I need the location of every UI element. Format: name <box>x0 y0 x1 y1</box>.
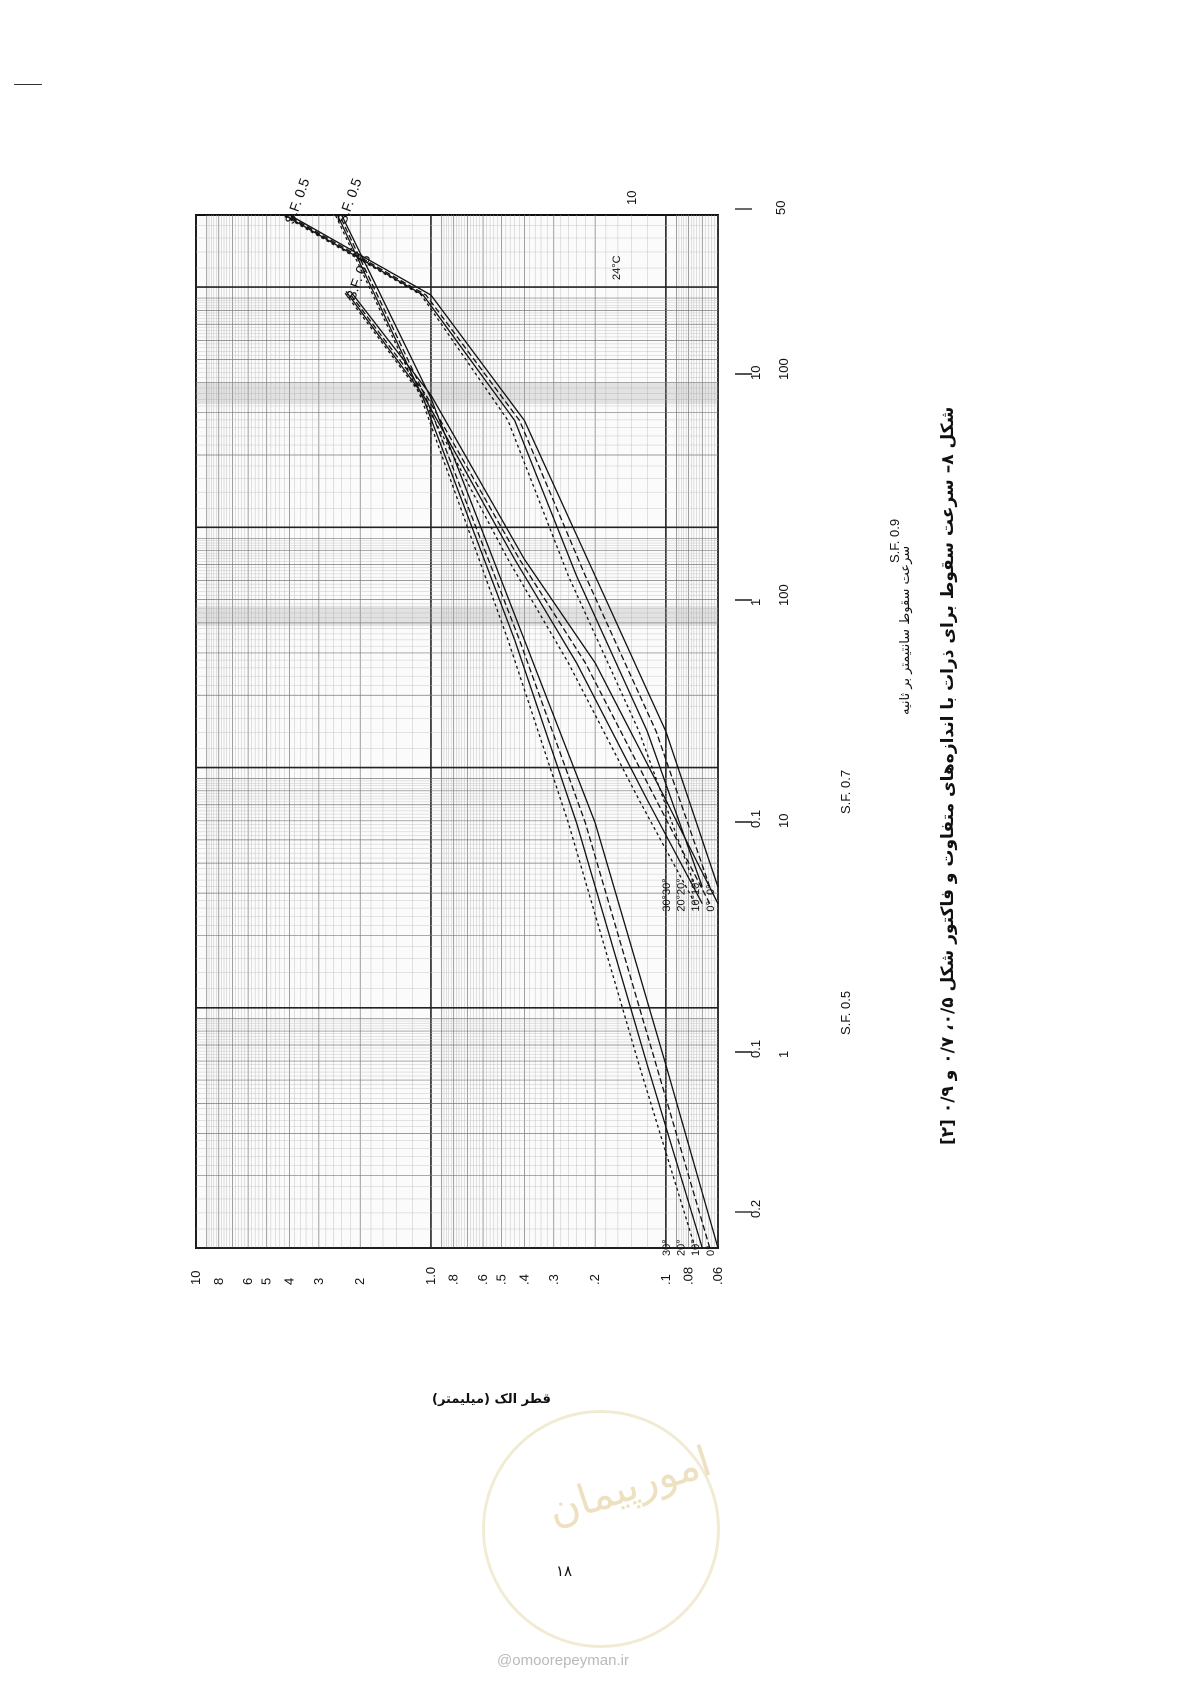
grid-shade-band <box>196 382 718 404</box>
y-tick-label: .5 <box>493 1274 509 1285</box>
y-tick-label: .4 <box>516 1274 532 1285</box>
panel-label-sf09: S.F. 0.9 <box>887 518 902 563</box>
y-tick-label: .6 <box>475 1274 491 1285</box>
curve-temp-label: 20° <box>675 878 688 895</box>
panel-label-sf05: S.F. 0.5 <box>838 990 853 1035</box>
y-axis-title: قطر الک (میلیمتر) <box>432 1392 551 1407</box>
curve-temp-label: 10° <box>689 878 702 895</box>
x-tick-label: 10 <box>748 365 763 380</box>
x-tick-label: 1 <box>776 1050 791 1058</box>
annotation-24c: 24°C <box>611 255 623 280</box>
y-tick-label: 6 <box>240 1277 256 1285</box>
y-tick-label: 10 <box>188 1270 203 1285</box>
y-tick-labels <box>188 1267 725 1285</box>
curve-temp-label: 0° <box>705 901 717 912</box>
y-tick-label: 3 <box>310 1277 326 1285</box>
log-grid <box>196 215 718 1248</box>
x-tick-label: 100 <box>776 584 791 606</box>
x-tick-label: 0.1 <box>748 809 763 828</box>
figure-caption: شکل ۸– سرعت سقوط برای ذرات با اندازه‌های متفاوت و فاکتور شکل ۰/۵، ۰/۷ و ۰/۹ [۲] <box>938 406 958 1145</box>
x-tick-label: 1 <box>748 598 763 606</box>
x-axis-title: سرعت سقوط سانتیمتر بر ثانیه <box>898 545 913 715</box>
y-tick-label: 8 <box>210 1277 226 1285</box>
grid-shade-band <box>196 606 718 626</box>
curve-sf-label: S.F. 0.5 <box>333 175 365 227</box>
curve-temp-label: 10° <box>689 895 702 912</box>
panel-label-sf07: S.F. 0.7 <box>838 769 853 814</box>
curve-temp-label: 10° <box>689 1239 702 1256</box>
curve-temp-label: 30° <box>661 1239 674 1256</box>
x-tick-label: 50 <box>773 200 788 215</box>
y-tick-label: .2 <box>587 1274 603 1285</box>
watermark-seal <box>482 1410 720 1648</box>
curve-sf-label: S.F. 0.5 <box>342 252 374 303</box>
y-tick-label: .08 <box>680 1266 696 1285</box>
curve-temp-label: 0° <box>705 884 717 895</box>
watermark-site: @omoorepeyman.ir <box>497 1652 629 1669</box>
x-top-label: 10 <box>624 190 639 205</box>
curve-sf-label: S.F. 0.5 <box>281 175 313 227</box>
curve-temp-label: 20° <box>675 1239 688 1256</box>
x-tick-label: 0.2 <box>748 1199 763 1218</box>
y-tick-label: 1.0 <box>422 1266 438 1285</box>
page-number: ۱۸ <box>556 1562 573 1580</box>
y-tick-label: 5 <box>258 1277 274 1285</box>
y-tick-label: 2 <box>352 1277 368 1285</box>
curve-temp-label: 30° <box>661 895 674 912</box>
y-tick-label: .3 <box>545 1274 561 1285</box>
x-tick-label: 10 <box>776 813 791 828</box>
curve-temp-label: 0° <box>705 1245 717 1256</box>
curve-temp-label: 20° <box>675 895 688 912</box>
y-tick-label: 4 <box>281 1277 297 1285</box>
y-tick-label: .8 <box>445 1274 461 1285</box>
y-tick-label: .06 <box>710 1266 725 1285</box>
x-tick-label: 0.1 <box>748 1039 763 1058</box>
plot-frame <box>196 215 718 1248</box>
x-tick-label: 100 <box>776 358 791 380</box>
watermark-name: امورپیمان <box>541 1436 717 1535</box>
curve-temp-label: 30° <box>661 878 674 895</box>
y-tick-label: .1 <box>657 1274 673 1285</box>
